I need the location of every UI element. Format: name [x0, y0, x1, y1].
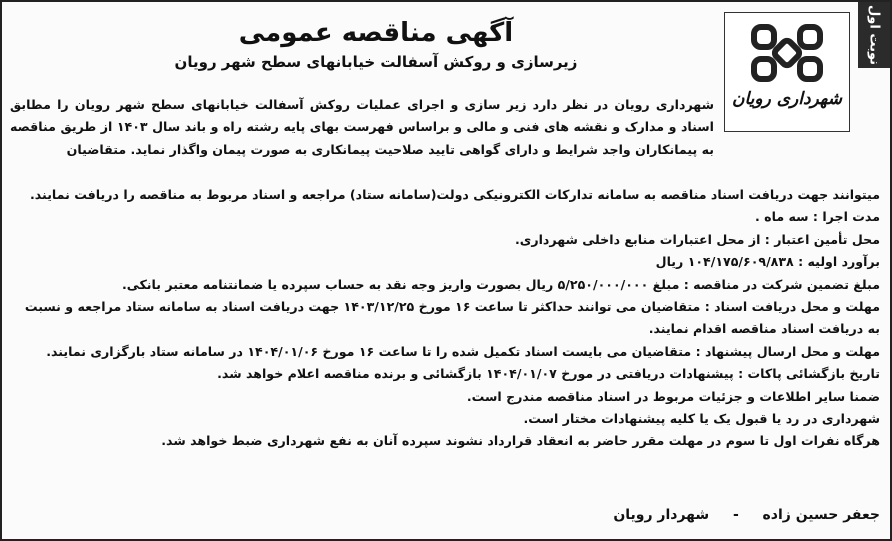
intro-paragraph: شهرداری رویان در نظر دارد زیر سازی و اجرای عملیات روکش آسفالت خیابانهای سطح شهر رویان را مطابق اسناد و مدارک و نقشه های فنی و مالی و براساس فهرست بهای پایه رشته راه و باند سال ۱۴۰۳ از طریق مناقصه به پیمانکاران واجد شرایط و دارای گواهی تایید صلاحیت پیمانکاری به صورت پیمان واگذار نماید. متقاضیان [10, 97, 714, 157]
document-deadline-line: مهلت و محل دریافت اسناد : متقاضیان می توانند حداکثر تا ساعت ۱۶ مورخ ۱۴۰۳/۱۲/۲۵ جهت دریافت اسناد به سامانه ستاد مراجعه و نسبت به دریافت اسناد مناقصه اقدام نمایند. [24, 299, 880, 337]
publication-round-label: نوبت اول [866, 4, 882, 66]
notice-title: آگهی مناقصه عمومی [238, 18, 514, 48]
notice-header [42, 16, 710, 74]
notice-subtitle: زیرسازی و روکش آسفالت خیابانهای سطح شهر رویان [174, 53, 578, 71]
signer-name: جعفر حسین زاده [762, 507, 880, 523]
rejection-right-line: شهرداری در رد یا قبول یک یا کلیه پیشنهادات مختار است. [523, 411, 880, 427]
emblem-icon [744, 21, 830, 85]
signature [613, 507, 880, 523]
notice-body [10, 184, 880, 453]
signature-separator: - [732, 507, 739, 523]
estimate-line: برآورد اولیه : ۱۰۴/۱۷۵/۶۰۹/۸۳۸ ریال [655, 254, 880, 270]
funding-source-line: محل تأمین اعتبار : از محل اعتبارات منابع داخلی شهرداری. [515, 231, 880, 247]
publication-round-tab [858, 2, 890, 68]
municipality-logo [724, 12, 850, 132]
opening-date-line: تاریخ بازگشائی پاکات : پیشنهادات دریافتی در مورخ ۱۴۰۴/۰۱/۰۷ بازگشائی و برنده مناقصه اعلام خواهد شد. [217, 366, 880, 382]
duration-line: مدت اجرا : سه ماه . [755, 209, 880, 225]
details-line: ضمنا سایر اطلاعات و جزئیات مربوط در اسناد مناقصه مندرج است. [466, 388, 880, 404]
forfeit-line: هرگاه نفرات اول تا سوم در مهلت مقرر حاضر به انعقاد قرارداد نشوند سپرده آنان به نفع شهرداری ضبط خواهد شد. [161, 433, 880, 449]
guarantee-line: مبلغ تضمین شرکت در مناقصه : مبلغ ۵/۲۵۰/۰۰۰/۰۰۰ ریال بصورت واریز وجه نقد به حساب سپرده یا ضمانتنامه معتبر بانکی. [121, 276, 880, 292]
signer-role: شهردار رویان [613, 507, 710, 523]
documents-access-line: میتوانند جهت دریافت اسناد مناقصه به سامانه تدارکات الکترونیکی دولت(سامانه ستاد) مراجعه و اسناد مربوط به مناقصه را دریافت نمایند. [30, 187, 880, 202]
logo-text: شهرداری رویان [731, 89, 842, 109]
submission-deadline-line: مهلت و محل ارسال پیشنهاد : متقاضیان می بایست اسناد تکمیل شده را تا ساعت ۱۶ مورخ ۱۴۰۴/۰۱/۰۶ در سامانه ستاد بارگزاری نمایند. [46, 343, 880, 359]
